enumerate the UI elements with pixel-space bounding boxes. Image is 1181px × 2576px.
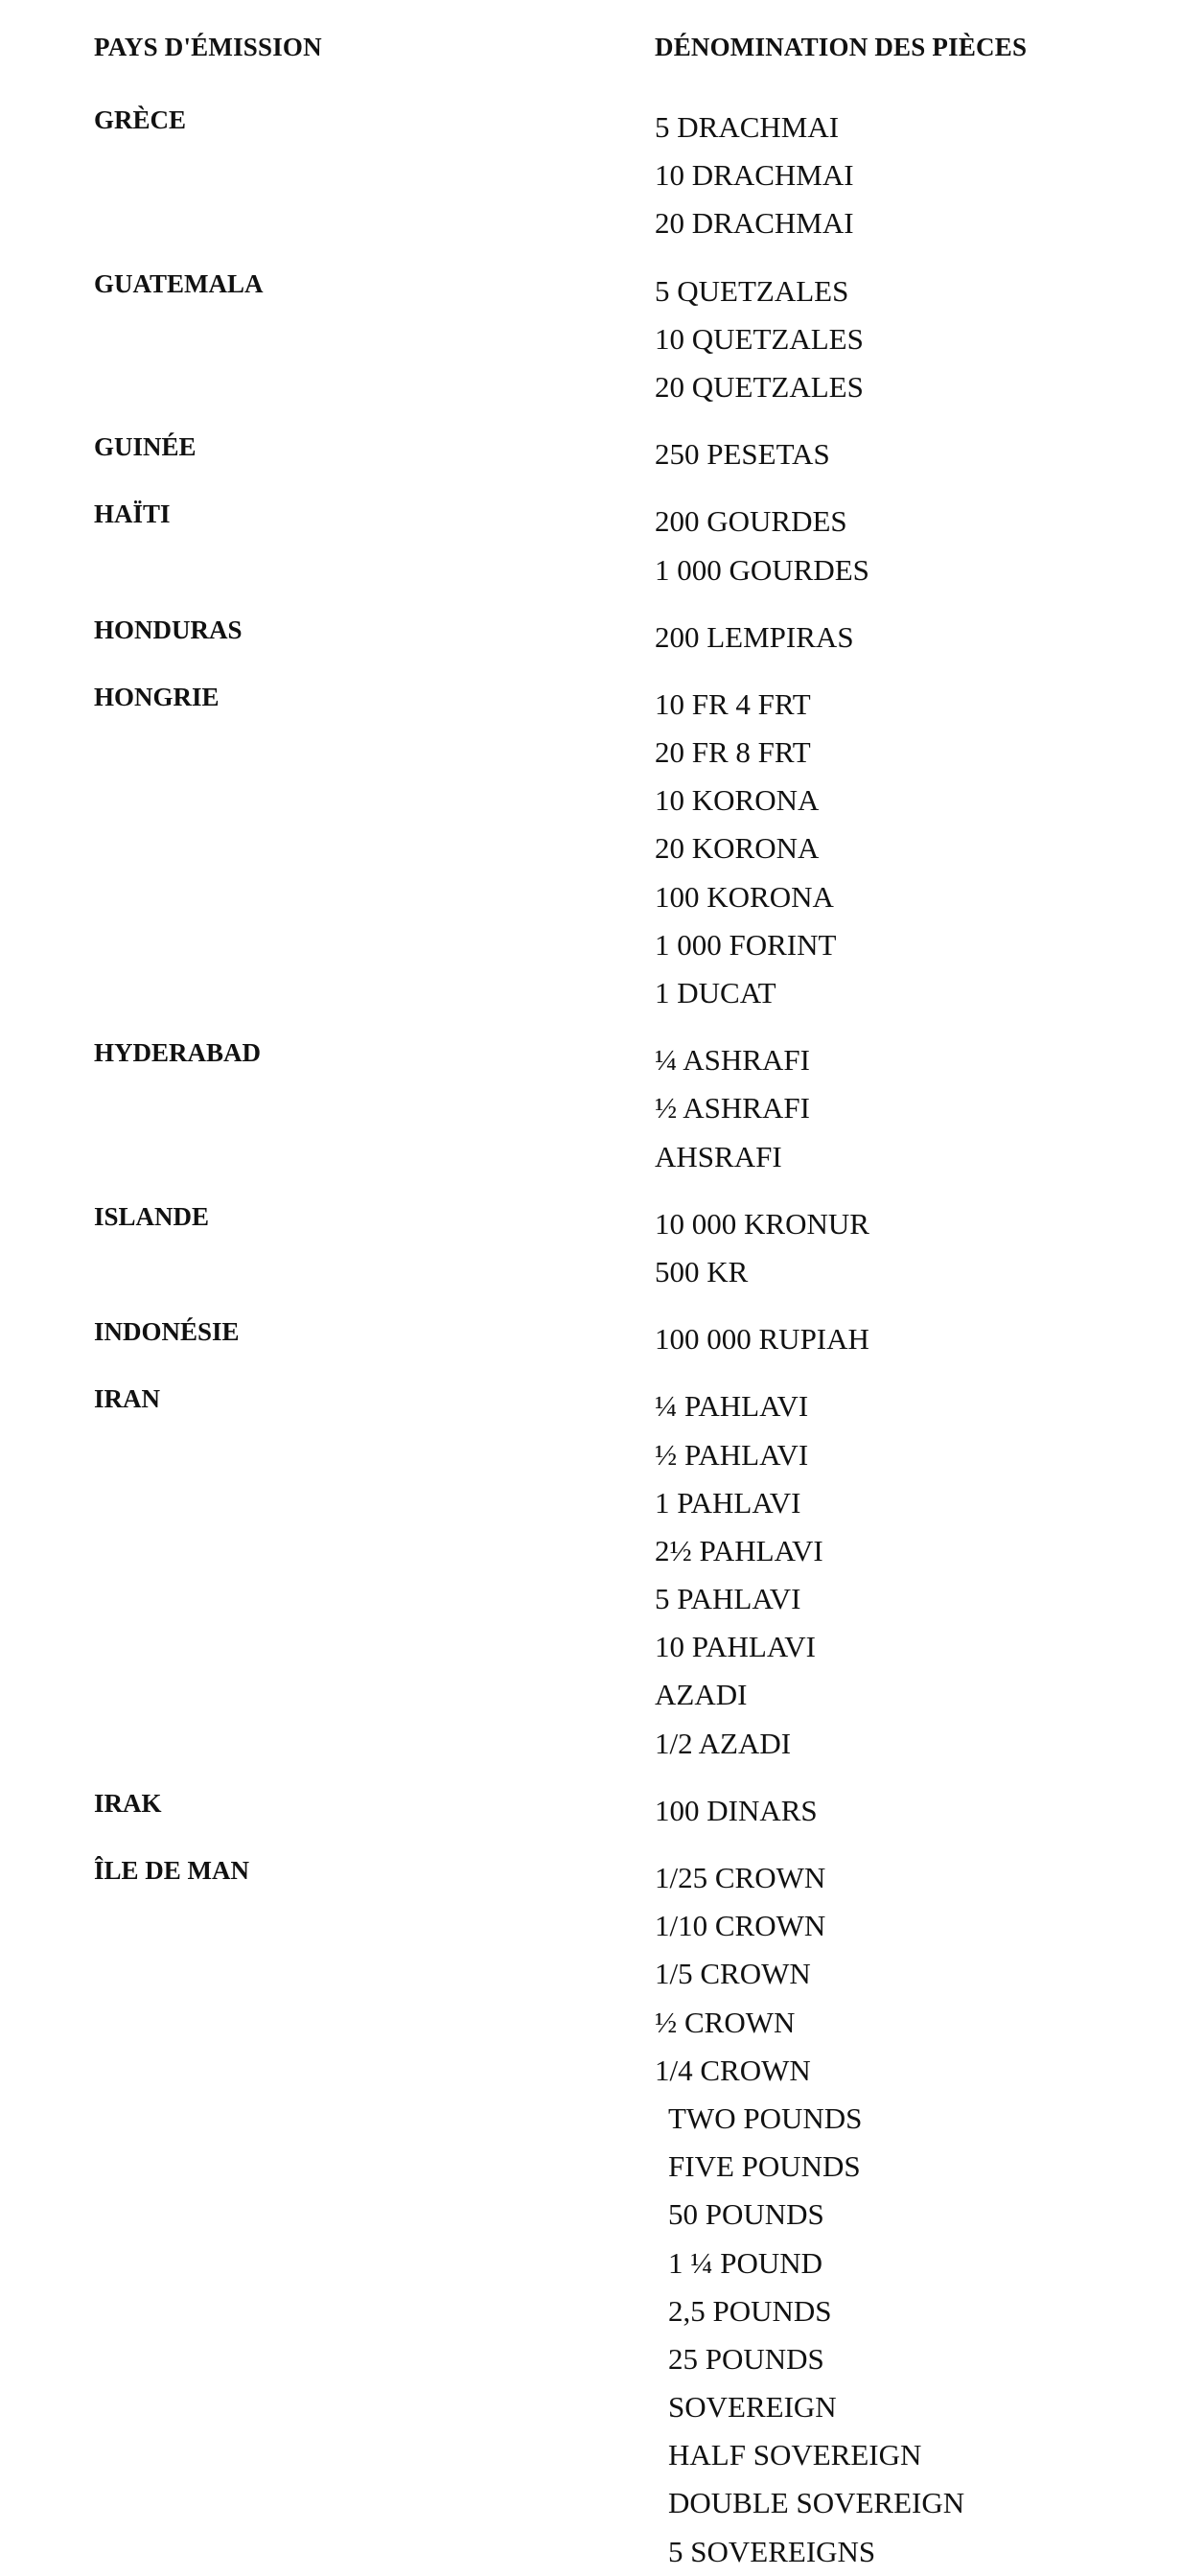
country-group: [0, 614, 1181, 661]
denomination-item: 100 KORONA: [655, 879, 834, 914]
country-group: [0, 1787, 1181, 1835]
denomination-item: ¼ ASHRAFI: [655, 1043, 810, 1078]
denomination-item: 200 GOURDES: [655, 504, 847, 539]
country-group: [0, 104, 1181, 248]
denomination-item: 5 PAHLAVI: [655, 1582, 801, 1616]
column-header-country: PAYS D'ÉMISSION: [94, 33, 322, 61]
group-spacer: [0, 594, 1181, 614]
denomination-item: 25 POUNDS: [668, 2341, 824, 2376]
denomination-item: 250 PESETAS: [655, 437, 830, 472]
denomination-item: 1 DUCAT: [655, 976, 776, 1010]
denomination-item: 1/2 AZADI: [655, 1726, 792, 1760]
denomination-item: 50 POUNDS: [668, 2197, 824, 2232]
country-name: GUATEMALA: [94, 268, 264, 298]
group-spacer: [0, 1768, 1181, 1787]
denomination-item: 1/5 CROWN: [655, 1957, 811, 1991]
table-header: [0, 33, 1181, 71]
denomination-item: 10 QUETZALES: [655, 321, 864, 356]
group-spacer: [0, 1181, 1181, 1200]
country-name: HYDERABAD: [94, 1038, 262, 1068]
country-group: [0, 1854, 1181, 2576]
denomination-item: TWO POUNDS: [668, 2100, 863, 2135]
denomination-item: AZADI: [655, 1678, 748, 1712]
denomination-item: ¼ PAHLAVI: [655, 1389, 809, 1424]
country-group: [0, 1382, 1181, 1768]
denomination-item: HALF SOVEREIGN: [668, 2438, 922, 2472]
group-spacer: [0, 661, 1181, 681]
column-header-denomination: DÉNOMINATION DES PIÈCES: [655, 33, 1028, 61]
denomination-item: 1 ¼ POUND: [668, 2245, 823, 2280]
denomination-item: 200 LEMPIRAS: [655, 619, 854, 654]
denomination-list: [655, 430, 1181, 478]
country-name: HONGRIE: [94, 682, 220, 711]
denomination-item: 10 DRACHMAI: [655, 158, 854, 193]
denomination-item: 1 000 FORINT: [655, 927, 837, 962]
group-spacer: [0, 248, 1181, 267]
denomination-list: [655, 267, 1181, 412]
country-name: IRAK: [94, 1788, 162, 1818]
country-name: GUINÉE: [94, 432, 197, 462]
denomination-item: ½ PAHLAVI: [655, 1437, 809, 1472]
denomination-item: 2½ PAHLAVI: [655, 1533, 823, 1567]
denomination-list: [655, 614, 1181, 661]
country-name: ÎLE DE MAN: [94, 1856, 250, 1885]
country-name: GRÈCE: [94, 105, 187, 134]
denomination-item: 5 SOVEREIGNS: [668, 2534, 876, 2568]
denomination-list: [655, 1854, 1181, 2576]
denomination-item: 1/4 CROWN: [655, 2053, 811, 2087]
denomination-item: 1/10 CROWN: [655, 1909, 826, 1943]
coin-table: [0, 104, 1181, 2576]
denomination-item: 20 DRACHMAI: [655, 206, 854, 241]
country-group: [0, 681, 1181, 1017]
group-spacer: [0, 1296, 1181, 1315]
denomination-item: 10 000 KRONUR: [655, 1206, 869, 1241]
denomination-item: 10 PAHLAVI: [655, 1630, 816, 1664]
denomination-item: DOUBLE SOVEREIGN: [668, 2486, 965, 2520]
denomination-item: 20 QUETZALES: [655, 369, 864, 404]
country-group: [0, 430, 1181, 478]
denomination-item: 100 000 RUPIAH: [655, 1322, 869, 1357]
denomination-item: SOVEREIGN: [668, 2390, 837, 2425]
denomination-item: 1 000 GOURDES: [655, 552, 869, 587]
denomination-item: 500 KR: [655, 1254, 749, 1288]
country-group: [0, 1036, 1181, 1181]
denomination-item: ½ ASHRAFI: [655, 1091, 810, 1126]
group-spacer: [0, 1017, 1181, 1036]
group-spacer: [0, 411, 1181, 430]
denomination-item: 1 PAHLAVI: [655, 1485, 801, 1520]
country-name: HAÏTI: [94, 499, 171, 529]
country-group: [0, 498, 1181, 593]
country-group: [0, 1200, 1181, 1296]
country-name: INDONÉSIE: [94, 1317, 240, 1347]
group-spacer: [0, 478, 1181, 498]
denomination-item: 10 FR 4 FRT: [655, 686, 811, 721]
group-spacer: [0, 1835, 1181, 1854]
denomination-item: 5 DRACHMAI: [655, 110, 840, 144]
denomination-item: 10 KORONA: [655, 783, 820, 818]
denomination-item: 2,5 POUNDS: [668, 2293, 832, 2328]
denomination-item: 5 QUETZALES: [655, 273, 849, 308]
denomination-item: 1/25 CROWN: [655, 1861, 826, 1894]
denomination-item: 100 DINARS: [655, 1793, 818, 1827]
denomination-list: [655, 681, 1181, 1017]
denomination-list: [655, 1200, 1181, 1296]
country-name: HONDURAS: [94, 615, 243, 644]
group-spacer: [0, 1363, 1181, 1382]
country-group: [0, 267, 1181, 412]
denomination-item: ½ CROWN: [655, 2005, 796, 2039]
country-name: IRAN: [94, 1384, 161, 1414]
denomination-item: 20 FR 8 FRT: [655, 735, 811, 770]
country-group: [0, 1315, 1181, 1363]
denomination-list: [655, 104, 1181, 248]
denomination-list: [655, 1036, 1181, 1181]
denomination-list: [655, 1787, 1181, 1835]
denomination-item: AHSRAFI: [655, 1139, 782, 1173]
denomination-list: [655, 1315, 1181, 1363]
denomination-item: FIVE POUNDS: [668, 2149, 861, 2184]
country-name: ISLANDE: [94, 1201, 210, 1231]
denomination-list: [655, 498, 1181, 593]
denomination-list: [655, 1382, 1181, 1768]
denomination-item: 20 KORONA: [655, 831, 820, 866]
